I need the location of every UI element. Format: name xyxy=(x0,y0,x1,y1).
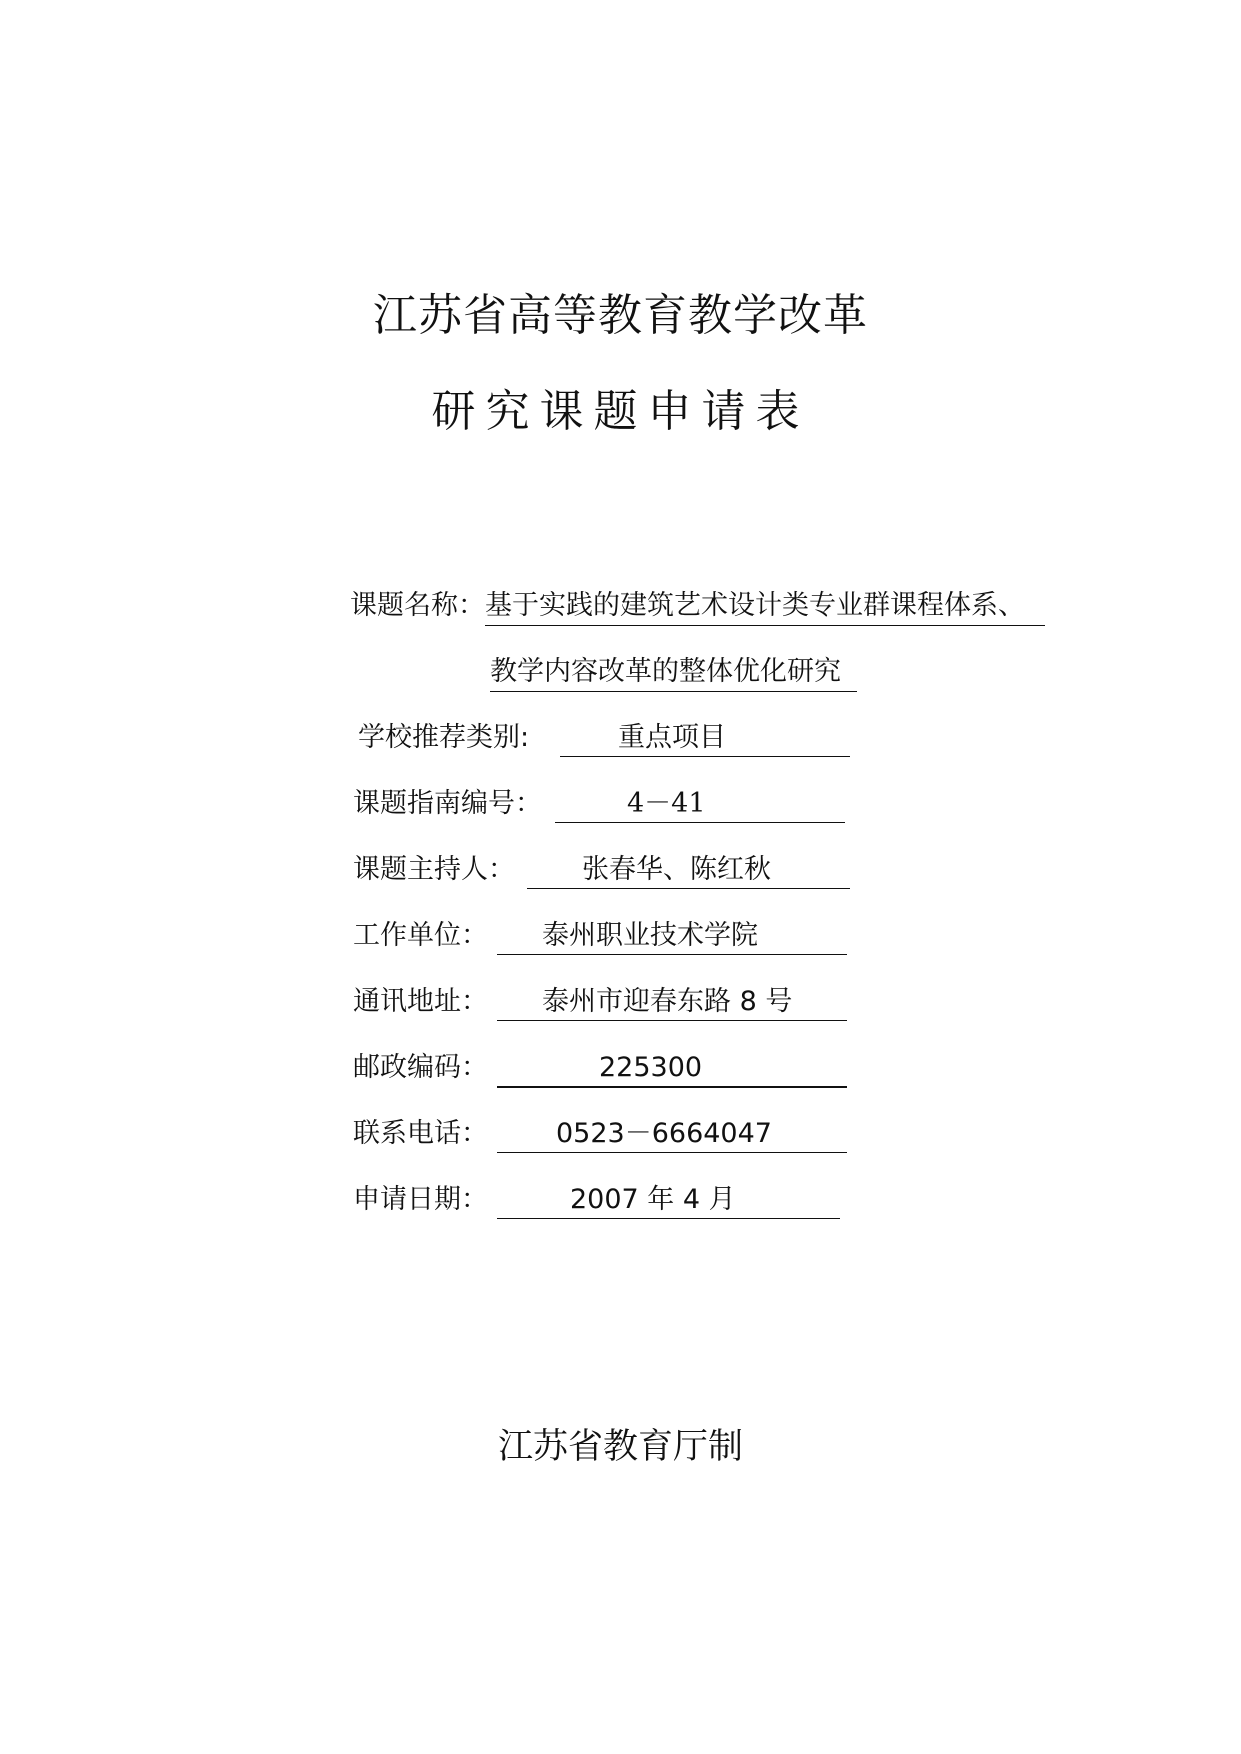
recommendation-category-field xyxy=(560,722,850,757)
host-value: 张春华、陈红秋 xyxy=(582,854,771,885)
project-name-row xyxy=(350,592,1045,626)
guide-number-label: 课题指南编号： xyxy=(353,788,542,819)
recommendation-category-label: 学校推荐类别: xyxy=(358,722,530,753)
postal-code-value: 225300 xyxy=(599,1052,703,1083)
document-title-line2: 研究课题申请表 xyxy=(431,386,810,437)
address-value: 泰州市迎春东路 8 号 xyxy=(542,986,793,1017)
host-label: 课题主持人： xyxy=(353,854,515,885)
recommendation-category-value: 重点项目 xyxy=(618,722,726,753)
postal-code-field xyxy=(497,1052,847,1088)
guide-number-value: 4－41 xyxy=(627,788,706,819)
application-date-value: 2007 年 4 月 xyxy=(570,1184,736,1215)
project-name-label: 课题名称： xyxy=(350,590,485,621)
postal-code-label: 邮政编码： xyxy=(353,1052,488,1083)
application-date-field xyxy=(497,1184,840,1219)
project-name-value-line2: 教学内容改革的整体优化研究 xyxy=(490,658,857,692)
work-unit-value: 泰州职业技术学院 xyxy=(542,920,758,951)
phone-value: 0523－6664047 xyxy=(556,1118,772,1149)
application-date-label: 申请日期： xyxy=(353,1184,488,1215)
work-unit-label: 工作单位： xyxy=(353,920,488,951)
phone-field xyxy=(497,1118,847,1153)
host-field xyxy=(527,854,850,889)
document-title-line1: 江苏省高等教育教学改革 xyxy=(373,290,868,341)
project-name-value-line1: 基于实践的建筑艺术设计类专业群课程体系、 xyxy=(485,592,1045,626)
address-label: 通讯地址： xyxy=(353,986,488,1017)
issuer-footer: 江苏省教育厅制 xyxy=(497,1427,743,1467)
guide-number-field xyxy=(555,788,845,823)
phone-label: 联系电话： xyxy=(353,1118,488,1149)
work-unit-field xyxy=(497,920,847,955)
address-field xyxy=(497,986,847,1021)
